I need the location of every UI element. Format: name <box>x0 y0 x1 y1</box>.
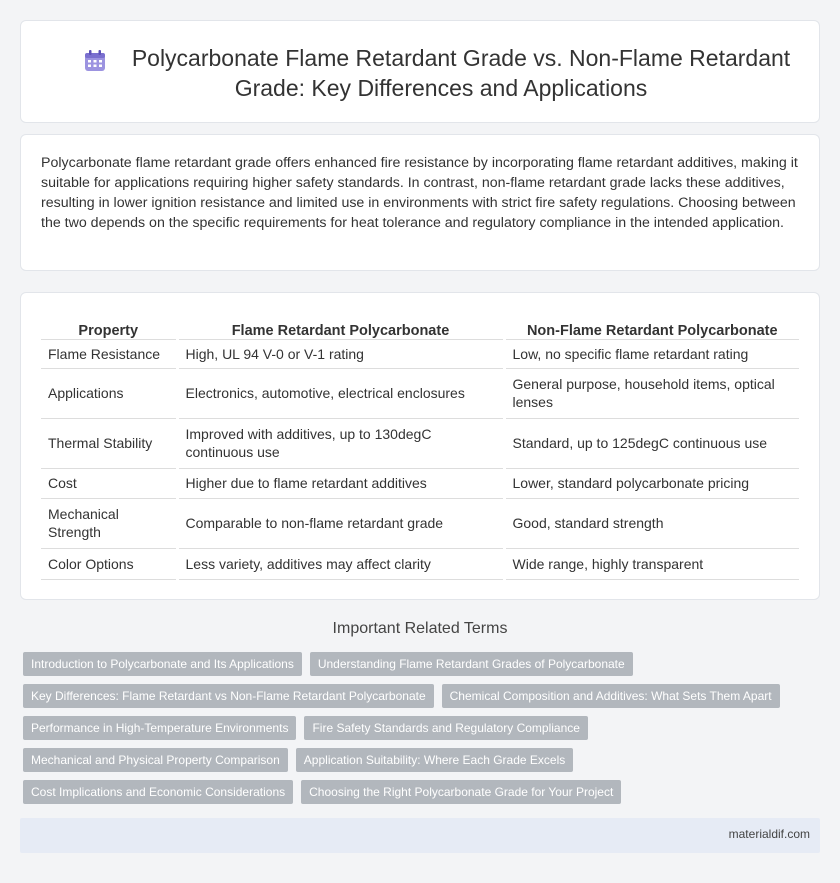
table-cell: Color Options <box>41 548 177 579</box>
table-cell: Cost <box>41 468 177 498</box>
intro-paragraph: Polycarbonate flame retardant grade offers enhanced fire resistance by incorporating flame retardant additives, making it suitable for applications requiring higher safety standards. In contrast, non-flame retardant grade lacks these additives, resulting in lower ignition resistance and limited use in environments with strict fire safety regulations. Choosing between the two depends on the specific requirements for heat tolerance and regulatory compliance in the intended application. <box>41 155 798 231</box>
table-cell: Applications <box>41 368 177 418</box>
table-cell: Standard, up to 125degC continuous use <box>504 418 799 468</box>
table-cell: Low, no specific flame retardant rating <box>504 339 799 368</box>
table-cell: Higher due to flame retardant additives <box>177 468 504 498</box>
table-cell: Wide range, highly transparent <box>504 548 799 579</box>
table-cell: Good, standard strength <box>504 498 799 548</box>
related-term-tag[interactable]: Fire Safety Standards and Regulatory Compliance <box>304 716 587 740</box>
intro-card <box>20 134 820 271</box>
table-row <box>41 498 799 548</box>
related-terms-list <box>23 652 803 804</box>
comparison-table <box>41 313 799 580</box>
table-row <box>41 339 799 368</box>
table-cell: General purpose, household items, optical lenses <box>504 368 799 418</box>
related-term-tag[interactable]: Performance in High-Temperature Environments <box>23 716 296 740</box>
related-term-tag[interactable]: Choosing the Right Polycarbonate Grade for Your Project <box>301 780 621 804</box>
footer-site-link[interactable]: materialdif.com <box>728 827 810 841</box>
table-cell: Less variety, additives may affect clarity <box>177 548 504 579</box>
table-header-cell: Non-Flame Retardant Polycarbonate <box>504 313 799 339</box>
related-term-tag[interactable]: Introduction to Polycarbonate and Its Applications <box>23 652 302 676</box>
table-cell: Thermal Stability <box>41 418 177 468</box>
related-term-tag[interactable]: Application Suitability: Where Each Grade Excels <box>296 748 573 772</box>
related-term-tag[interactable]: Key Differences: Flame Retardant vs Non-Flame Retardant Polycarbonate <box>23 684 434 708</box>
related-terms-heading: Important Related Terms <box>332 620 508 637</box>
table-cell: Electronics, automotive, electrical enclosures <box>177 368 504 418</box>
related-term-tag[interactable]: Mechanical and Physical Property Comparison <box>23 748 288 772</box>
table-header-cell: Property <box>41 313 177 339</box>
table-cell: Lower, standard polycarbonate pricing <box>504 468 799 498</box>
related-term-tag[interactable]: Understanding Flame Retardant Grades of Polycarbonate <box>310 652 633 676</box>
table-cell: High, UL 94 V-0 or V-1 rating <box>177 339 504 368</box>
table-row <box>41 468 799 498</box>
table-cell: Improved with additives, up to 130degC continuous use <box>177 418 504 468</box>
table-cell: Comparable to non-flame retardant grade <box>177 498 504 548</box>
table-row <box>41 418 799 468</box>
table-row <box>41 548 799 579</box>
page-title: Polycarbonate Flame Retardant Grade vs. Non-Flame Retardant Grade: Key Differences and Applications <box>131 45 791 101</box>
related-term-tag[interactable]: Chemical Composition and Additives: What Sets Them Apart <box>442 684 780 708</box>
related-term-tag[interactable]: Cost Implications and Economic Considerations <box>23 780 293 804</box>
table-row <box>41 368 799 418</box>
table-header-cell: Flame Retardant Polycarbonate <box>177 313 504 339</box>
table-header-row <box>41 313 799 339</box>
table-cell: Flame Resistance <box>41 339 177 368</box>
comparison-table-card <box>20 292 820 600</box>
title-card <box>20 20 820 123</box>
table-cell: Mechanical Strength <box>41 498 177 548</box>
footer-bar <box>20 818 820 853</box>
